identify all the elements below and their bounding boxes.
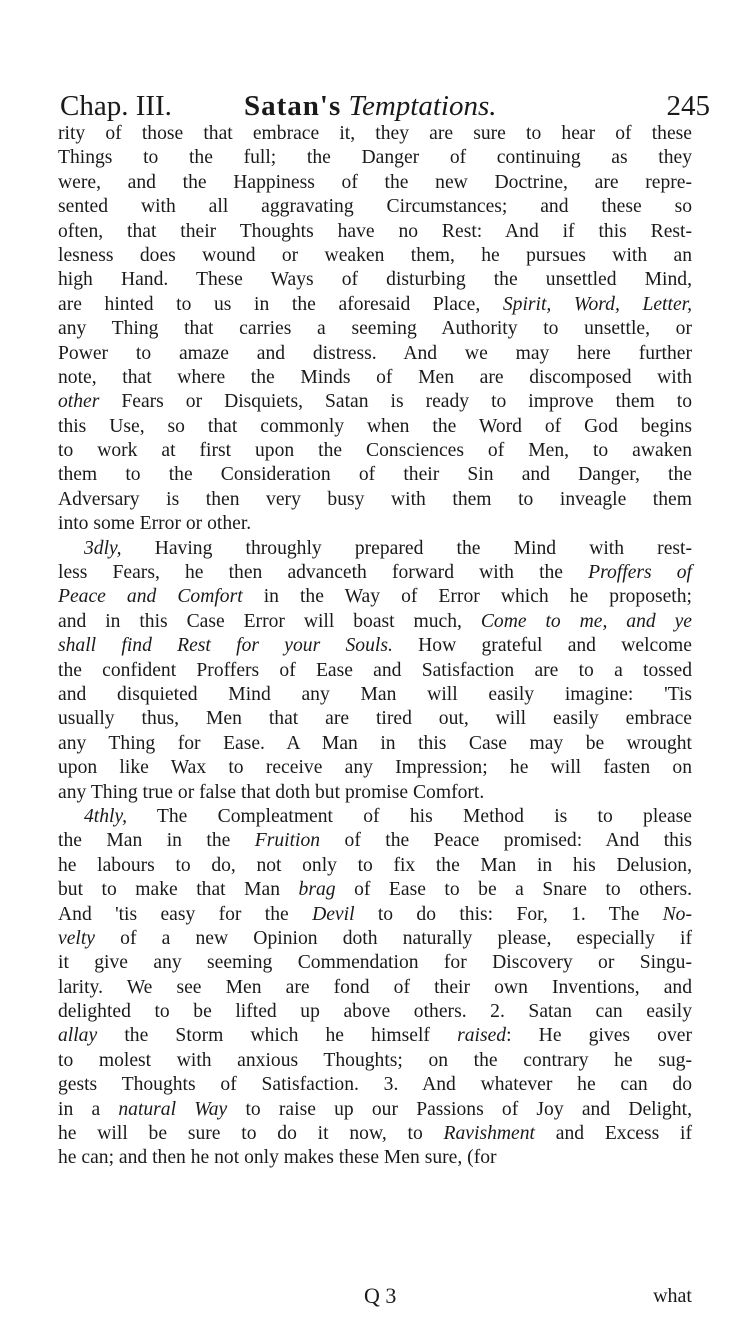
text-segment: How grateful and welcome [392,635,692,657]
text-segment: any Thing true or false that doth but promise Comfort. [58,781,485,803]
text-segment: he will be sure to do it now, to [58,1123,444,1145]
text-line [58,781,692,805]
italic-segment: No- [662,903,692,925]
text-line [58,146,692,170]
text-line [58,390,692,414]
text-line [58,463,692,487]
text-line [58,756,692,780]
text-segment: Power to amaze and distress. And we may here further [58,342,692,364]
text-line [58,634,692,658]
text-line [58,903,692,927]
text-segment: and in this Case Error will boast much, [58,610,481,632]
text-segment: And 'tis easy for the [58,903,313,925]
text-segment: are hinted to us in the aforesaid Place, [58,293,503,315]
italic-segment: Devil [312,903,355,925]
text-line [58,1049,692,1073]
italic-segment: velty [58,927,95,949]
text-line [58,854,692,878]
italic-segment: Come to me, and ye [480,610,692,632]
text-segment: usually thus, Men that are tired out, will easily embrace [58,708,692,730]
italic-segment: 4thly, [84,805,127,827]
italic-segment: Spirit, Word, Letter, [502,293,692,315]
text-segment: Adversary is then very busy with them to inveagle them [58,488,692,510]
text-segment: to work at first upon the Consciences of Men, to awaken [58,440,692,462]
text-segment: upon like Wax to receive any Impression; he will fasten on [58,757,692,779]
italic-segment: Proffers of [588,562,692,584]
text-segment: of the Peace promised: And this [320,830,693,852]
text-line [58,927,692,951]
italic-segment: brag [298,879,336,901]
text-segment: the Storm which he himself [97,1025,458,1047]
text-segment: in a [58,1098,119,1120]
text-line [58,1000,692,1024]
italic-segment: raised [457,1025,507,1047]
italic-segment: natural Way [118,1098,228,1120]
signature-mark: Q 3 [364,1283,397,1308]
text-segment: in the Way of Error which he proposeth; [242,586,692,608]
text-line [58,878,692,902]
running-title-blackletter: Satan's [244,90,342,122]
text-segment: lesness does wound or weaken them, he pursues with an [58,244,692,266]
text-line [58,195,692,219]
text-segment: but to make that Man [58,879,299,901]
italic-segment: 3dly, [84,537,122,559]
running-title [244,86,497,126]
text-segment: note, that where the Minds of Men are discomposed with [58,366,692,388]
text-segment: delighted to be lifted up above others. 2. Satan can easily [58,1001,692,1023]
text-segment: and Excess if [534,1123,693,1145]
text-segment: of Ease to be a Snare to others. [335,879,693,901]
text-segment: were, and the Happiness of the new Doctrine, are repre- [58,171,692,193]
text-segment: of a new Opinion doth naturally please, especially if [94,927,692,949]
text-line [58,951,692,975]
italic-segment: Peace and Comfort [58,586,243,608]
text-segment: into some Error or other. [58,513,252,535]
text-line [58,293,692,317]
text-segment: Fears or Disquiets, Satan is ready to improve them to [99,391,692,413]
page-number: 245 [666,90,710,122]
text-line [58,439,692,463]
text-line [58,829,692,853]
text-segment: it give any seeming Commendation for Discovery or Singu- [58,952,692,974]
text-segment: high Hand. These Ways of disturbing the unsettled Mind, [58,269,692,291]
text-segment: larity. We see Men are fond of their own Inventions, and [58,976,692,998]
running-title-italic: Temptations. [348,90,497,122]
running-header [60,86,710,126]
text-line [58,659,692,683]
text-line [58,585,692,609]
text-line [58,268,692,292]
text-segment: Things to the full; the Danger of continuing as they [58,147,692,169]
text-line [58,1024,692,1048]
text-segment: any Thing that carries a seeming Authority to unsettle, or [58,318,692,340]
text-line [58,805,692,829]
text-line [58,244,692,268]
text-segment: The Compleatment of his Method is to please [127,805,692,827]
text-line [58,683,692,707]
text-segment: he labours to do, not only to fix the Man in his Delusion, [58,854,692,876]
text-line [58,1073,692,1097]
text-line [58,488,692,512]
text-line [58,415,692,439]
italic-segment: Fruition [254,830,321,852]
text-segment: to raise up our Passions of Joy and Delight, [227,1098,692,1120]
text-line [58,707,692,731]
text-segment: to molest with anxious Thoughts; on the contrary he sug- [58,1049,692,1071]
text-line [58,561,692,585]
text-segment: Having throughly prepared the Mind with rest- [121,537,692,559]
text-segment: them to the Consideration of their Sin and Danger, the [58,464,692,486]
italic-segment: allay [58,1025,98,1047]
text-line [58,1146,692,1170]
text-line [58,732,692,756]
text-line [58,610,692,634]
text-segment: this Use, so that commonly when the Word of God begins [58,415,692,437]
text-segment: often, that their Thoughts have no Rest: And if this Rest- [58,220,692,242]
text-line [58,342,692,366]
text-segment: sented with all aggravating Circumstances; and these so [58,196,692,218]
text-line [58,317,692,341]
text-segment: he can; and then he not only makes these Men sure, (for [58,1147,497,1169]
page-footer [58,1282,692,1310]
text-line [58,220,692,244]
body-text [58,122,692,1171]
text-segment: : He gives over [506,1025,692,1047]
text-segment: and disquieted Mind any Man will easily imagine: 'Tis [58,683,692,705]
text-segment: the Man in the [58,830,255,852]
italic-segment: Ravishment [443,1123,535,1145]
text-segment: any Thing for Ease. A Man in this Case may be wrought [58,732,692,754]
text-segment: rity of those that embrace it, they are sure to hear of these [58,123,692,144]
catchword: what [653,1285,692,1307]
text-segment: less Fears, he then advanceth forward with the [58,562,589,584]
text-line [58,366,692,390]
italic-segment: other [58,391,100,413]
text-line [58,122,692,146]
text-segment: to do this: For, 1. The [354,903,663,925]
chapter-label: Chap. III. [60,90,172,122]
text-segment: the confident Proffers of Ease and Satisfaction are to a tossed [58,659,692,681]
text-line [58,537,692,561]
italic-segment: shall find Rest for your Souls. [58,635,393,657]
text-segment: gests Thoughts of Satisfaction. 3. And whatever he can do [58,1074,692,1096]
text-line [58,976,692,1000]
text-line [58,1122,692,1146]
text-line [58,1098,692,1122]
text-line [58,512,692,536]
text-line [58,171,692,195]
